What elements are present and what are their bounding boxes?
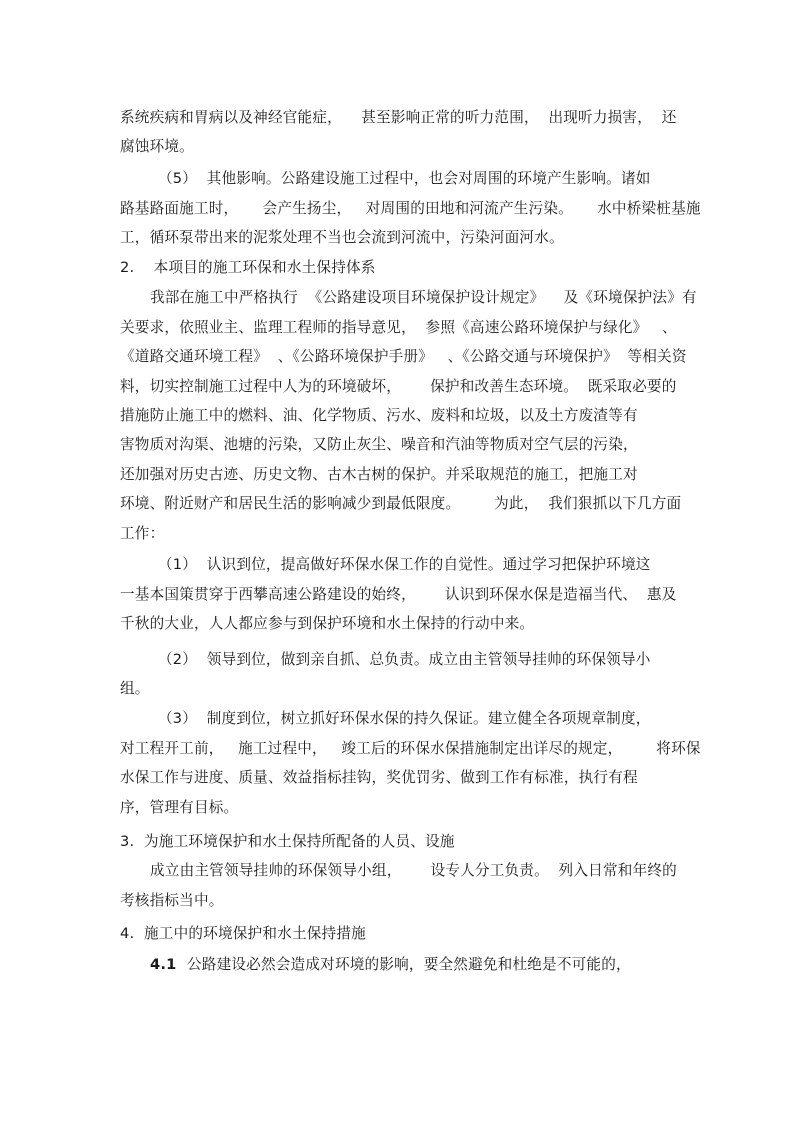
text-line: 《道路交通环境工程》 、《公路环境保护手册》 、《公路交通与环境保护》 等相关资 — [120, 348, 687, 365]
text-line: 害物质对沟渠、池塘的污染，又防止灰尘、噪音和汽油等物质对空气层的污染， — [120, 436, 638, 453]
text-line: 组。 — [120, 680, 150, 697]
section-heading-3: 3. 为施工环境保护和水土保持所配备的人员、设施 — [120, 833, 455, 850]
text-line: （3） 制度到位，树立抓好环保水保的持久保证。建立健全各项规章制度， — [158, 710, 651, 727]
text-line: （1） 认识到位，提高做好环保水保工作的自觉性。通过学习把保护环境这 — [158, 556, 651, 573]
text-line: 工，循环泵带出来的泥浆处理不当也会流到河流中，污染河面河水。 — [120, 229, 564, 246]
text-line: 序，管理有目标。 — [120, 799, 239, 816]
text-line: （5） 其他影响。公路建设施工过程中，也会对周围的环境产生影响。诸如 — [158, 170, 651, 187]
section-heading-4: 4. 施工中的环境保护和水土保持措施 — [120, 925, 366, 942]
text-line: 腐蚀环境。 — [120, 138, 194, 155]
text-line: 关要求，依照业主、监理工程师的指导意见， 参照《高速公路环境保护与绿化》 、 — [120, 319, 677, 336]
subsection-number: 4.1 — [150, 956, 177, 973]
text-line: 公路建设必然会造成对环境的影响，要全然避免和杜绝是不可能的， — [187, 956, 631, 973]
text-line: （2） 领导到位，做到亲自抓、总负责。成立由主管领导挂帅的环保领导小 — [158, 651, 651, 668]
text-line: 一基本国策贯穿于西攀高速公路建设的始终， 认识到环保水保是造福当代、 惠及 — [120, 586, 677, 603]
text-line: 我部在施工中严格执行 《公路建设项目环境保护设计规定》 及《环境保护法》有 — [150, 289, 697, 306]
text-line: 料，切实控制施工过程中人为的环境破坏， 保护和改善生态环境。 既采取必要的 — [120, 378, 677, 395]
text-line: 考核指标当中。 — [120, 892, 224, 909]
text-line: 成立由主管领导挂帅的环保领导小组， 设专人分工负责。 列入日常和年终的 — [150, 862, 677, 879]
text-line: 千秋的大业，人人都应参与到保护环境和水土保持的行动中来。 — [120, 615, 535, 632]
text-line: 工作： — [120, 525, 165, 542]
text-line: 水保工作与进度、质量、效益指标挂钩，奖优罚劣、做到工作有标准，执行有程 — [120, 769, 638, 786]
section-heading-2: 2. 本项目的施工环保和水土保持体系 — [120, 259, 376, 276]
text-line: 路基路面施工时， 会产生扬尘， 对周围的田地和河流产生污染。 水中桥梁桩基施 — [120, 200, 701, 217]
text-line: 系统疾病和胃病以及神经官能症， 甚至影响正常的听力范围， 出现听力损害， 还 — [120, 109, 677, 126]
text-line: 还加强对历史古迹、历史文物、古木古树的保护。并采取规范的施工，把施工对 — [120, 466, 638, 483]
text-line: 环境、附近财产和居民生活的影响减少到最低限度。 为此， 我们狠抓以下几方面 — [120, 495, 682, 512]
text-line: 措施防止施工中的燃料、油、化学物质、污水、废料和垃圾，以及土方废渣等有 — [120, 407, 638, 424]
text-line: 对工程开工前， 施工过程中， 竣工后的环保水保措施制定出详尽的规定， 将环保 — [120, 740, 701, 757]
